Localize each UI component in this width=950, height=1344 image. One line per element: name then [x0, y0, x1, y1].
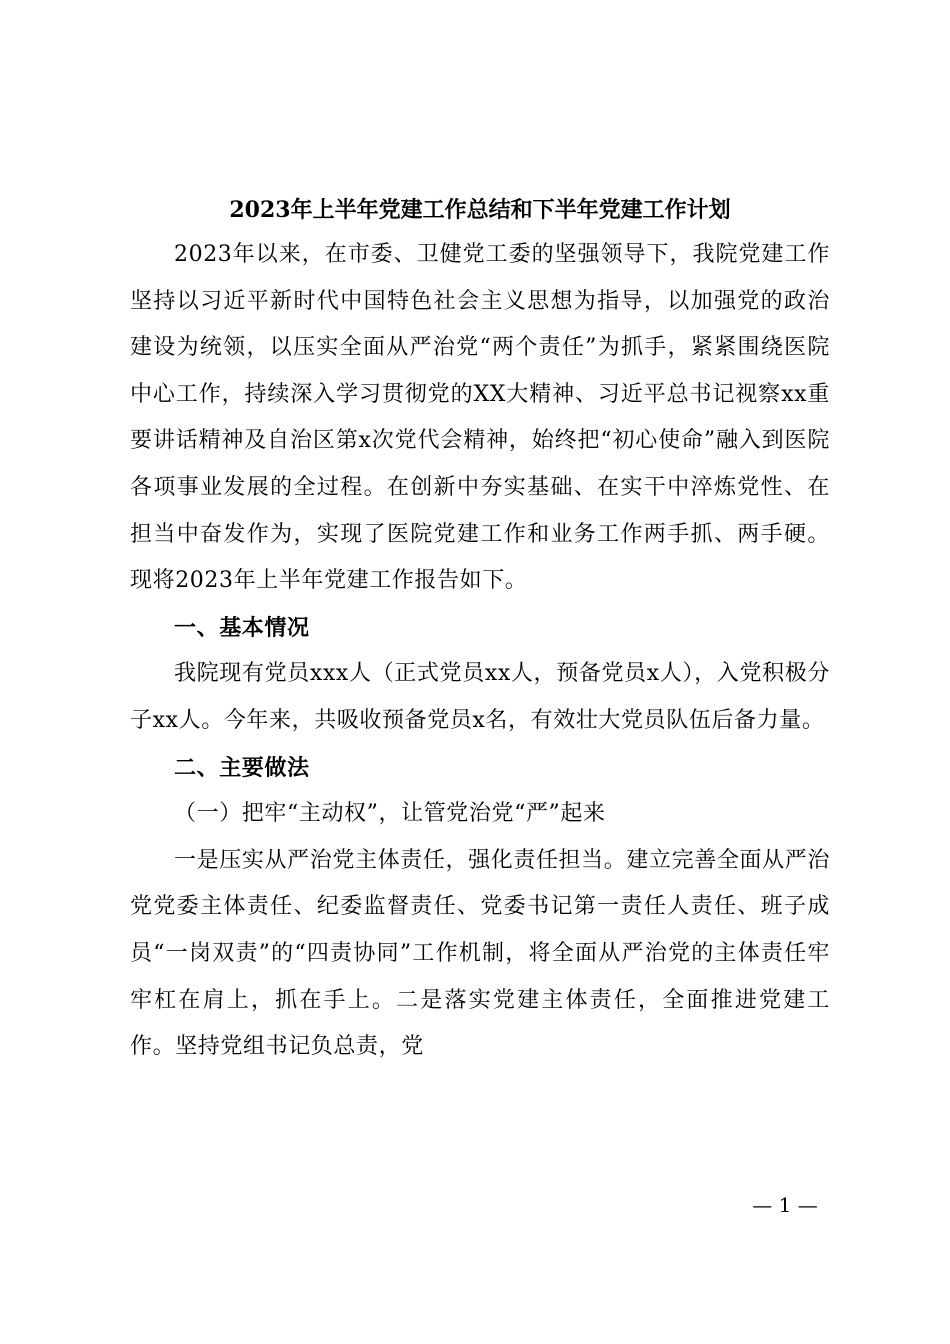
document-body [130, 232, 830, 1071]
main-practices-paragraph: 一是压实从严治党主体责任，强化责任担当。建立完善全面从严治党党委主体责任、纪委监督责任、党委书记第一责任人责任、班子成员“一岗双责”的“四责协同”工作机制，将全面从严治党的主体责任牢牢杠在肩上，抓在手上。二是落实党建主体责任，全面推进党建工作。坚持党组书记负总责，党 [130, 847, 830, 1060]
page-number: — 1 — [752, 1193, 818, 1217]
subsection-heading-initiative: （一）把牢“主动权”，让管党治党“严”起来 [174, 801, 606, 827]
document-title: 2023年上半年党建工作总结和下半年党建工作计划 [229, 197, 731, 223]
section-heading-main-practices: 二、主要做法 [174, 754, 310, 781]
basic-situation-paragraph: 我院现有党员xxx人（正式党员xx人，预备党员x人），入党积极分子xx人。今年来，共吸收预备党员x名，有效壮大党员队伍后备力量。 [130, 661, 830, 733]
section-heading-basic-situation: 一、基本情况 [174, 614, 310, 641]
intro-paragraph: 2023年以来，在市委、卫健党工委的坚强领导下，我院党建工作坚持以习近平新时代中国特色社会主义思想为指导，以加强党的政治建设为统领，以压实全面从严治党“两个责任”为抓手，紧紧围绕医院中心工作，持续深入学习贯彻党的XX大精神、习近平总书记视察xx重要讲话精神及自治区第x次党代会精神，始终把“初心使命”融入到医院各项事业发展的全过程。在创新中夯实基础、在实干中淬炼党性、在担当中奋发作为，实现了医院党建工作和业务工作两手抓、两手硬。现将2023年上半年党建工作报告如下。 [130, 242, 830, 594]
